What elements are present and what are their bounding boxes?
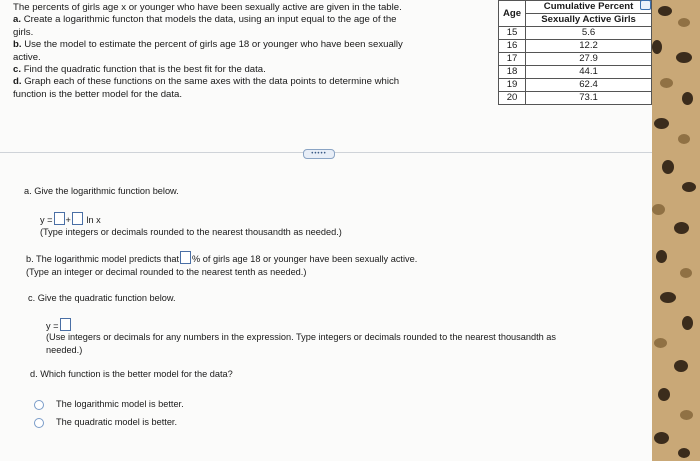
part-c-prompt: c. Give the quadratic function below. bbox=[28, 293, 176, 303]
log-coefficient-input[interactable] bbox=[72, 212, 83, 225]
problem-parts bbox=[13, 14, 413, 101]
background-pattern bbox=[648, 0, 700, 461]
table-row: 15 5.6 bbox=[499, 27, 652, 40]
table-row: 17 27.9 bbox=[499, 53, 652, 66]
table-row: 20 73.1 bbox=[499, 92, 652, 105]
part-c-hint-line1: (Use integers or decimals for any numbers in the expression. Type integers or decimals rounded to the nearest thousandth as bbox=[46, 332, 557, 342]
header-percent-line2: Sexually Active Girls bbox=[526, 14, 652, 27]
problem-part-b: b. Use the model to estimate the percent of girls age 18 or younger who have been sexually active. bbox=[13, 39, 403, 63]
table-row: 16 12.2 bbox=[499, 40, 652, 53]
table-row: 19 62.4 bbox=[499, 79, 652, 92]
header-percent-line1: Cumulative Percent bbox=[526, 1, 652, 14]
part-d-prompt: d. Which function is the better model for the data? bbox=[30, 369, 233, 379]
problem-part-c: c. Find the quadratic function that is the best fit for the data. bbox=[13, 64, 266, 76]
quadratic-input[interactable] bbox=[60, 318, 71, 331]
copy-table-icon[interactable] bbox=[640, 0, 651, 10]
problem-part-d: d. Graph each of these functions on the same axes with the data points to determine which function is the better model for the data. bbox=[13, 76, 400, 100]
option-quadratic-radio[interactable] bbox=[34, 418, 44, 428]
expand-more-button[interactable]: ••••• bbox=[303, 149, 335, 159]
option-quadratic-label[interactable]: The quadratic model is better. bbox=[56, 417, 178, 427]
part-a-hint: (Type integers or decimals rounded to the nearest thousandth as needed.) bbox=[40, 227, 342, 237]
problem-part-a: a. Create a logarithmic functon that models the data, using an input equal to the age of the girls. bbox=[13, 14, 397, 38]
problem-intro: The percents of girls age x or younger who have been sexually active are given in the table. bbox=[13, 2, 402, 13]
part-c-hint-line2: needed.) bbox=[46, 345, 83, 355]
problem-statement bbox=[13, 2, 413, 101]
part-a-prompt: a. Give the logarithmic function below. bbox=[24, 186, 179, 196]
prediction-input[interactable] bbox=[180, 251, 191, 264]
part-b-hint: (Type an integer or decimal rounded to the nearest tenth as needed.) bbox=[26, 267, 307, 277]
part-a-equation: y = + ln x bbox=[40, 212, 101, 226]
data-table bbox=[498, 0, 652, 105]
option-logarithmic-radio[interactable] bbox=[34, 400, 44, 410]
part-b-sentence: b. The logarithmic model predicts that % of girls age 18 or younger have been sexually active. bbox=[26, 251, 417, 265]
log-constant-input[interactable] bbox=[54, 212, 65, 225]
header-age: Age bbox=[499, 1, 526, 27]
table-row: 18 44.1 bbox=[499, 66, 652, 79]
part-c-equation: y = bbox=[46, 318, 72, 332]
option-logarithmic-label[interactable]: The logarithmic model is better. bbox=[56, 399, 184, 409]
